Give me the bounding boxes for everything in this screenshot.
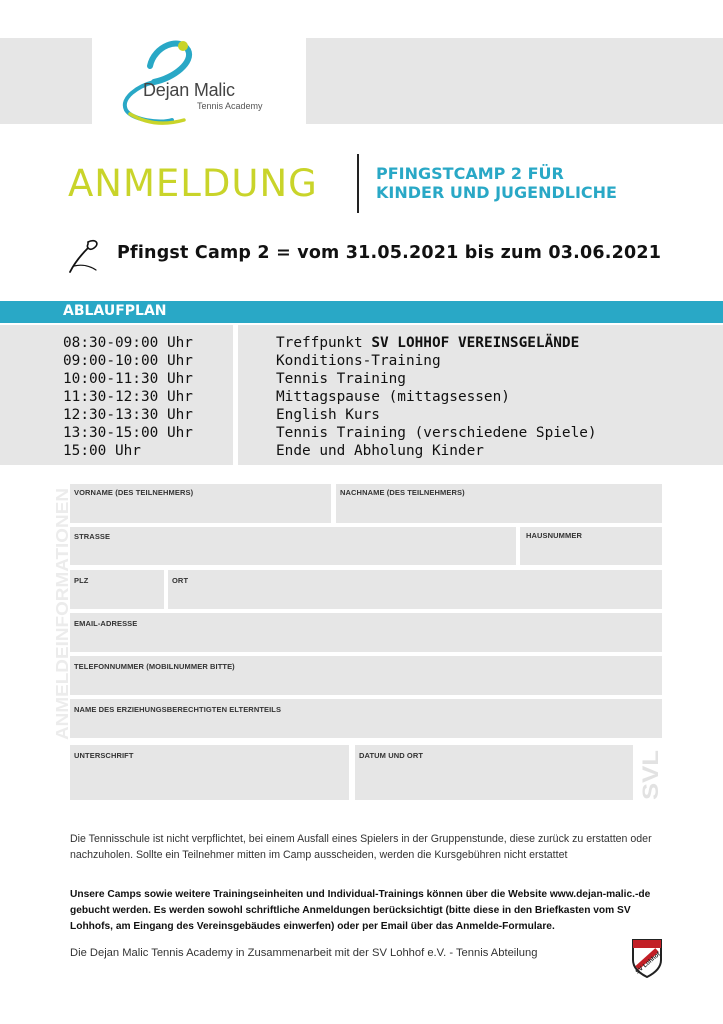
strasse-label: STRASSE bbox=[74, 532, 111, 541]
activity-venue: SV LOHHOF VEREINSGELÄNDE bbox=[371, 335, 580, 351]
ort-label: ORT bbox=[172, 576, 189, 585]
badge-text: SV Lohhof bbox=[634, 951, 662, 976]
datum-ort-field[interactable] bbox=[355, 745, 633, 800]
disclaimer-text: Die Tennisschule ist nicht verpflichtet, bei einem Ausfall eines Spielers in der Gruppenstunde, diese zurück zu erstatten oder nachzuholen. Sollte ein Teilnehmer mitten im Camp ausscheiden, werden die Kursgebühren nicht erstattet bbox=[70, 833, 652, 861]
sv-lohhof-badge-icon bbox=[631, 938, 663, 978]
elternteil-field[interactable] bbox=[70, 699, 662, 738]
schedule-activity: English Kurs bbox=[276, 407, 380, 423]
page-subtitle bbox=[376, 164, 617, 202]
unterschrift-field[interactable] bbox=[70, 745, 349, 800]
form-side-label-text: ANMELDEINFORMATIONEN bbox=[52, 507, 72, 740]
svl-watermark-text: SVL bbox=[638, 757, 663, 800]
subtitle-line-2: KINDER UND JUGENDLICHE bbox=[376, 183, 617, 202]
page-title: ANMELDUNG bbox=[68, 162, 318, 205]
title-divider bbox=[357, 154, 359, 213]
schedule-heading: ABLAUFPLAN bbox=[63, 303, 167, 319]
hausnummer-label: HAUSNUMMER bbox=[526, 531, 582, 540]
email-field[interactable] bbox=[70, 613, 662, 652]
plz-field[interactable] bbox=[70, 570, 164, 609]
logo-subtitle: Tennis Academy bbox=[197, 101, 263, 111]
hausnummer-field[interactable] bbox=[520, 527, 662, 565]
racket-quill-icon bbox=[68, 236, 102, 274]
vorname-label: VORNAME (DES TEILNEHMERS) bbox=[74, 488, 194, 497]
header-band-right bbox=[306, 38, 723, 124]
nachname-label: NACHNAME (DES TEILNEHMERS) bbox=[340, 488, 465, 497]
schedule-activity: Mittagspause (mittagsessen) bbox=[276, 389, 510, 405]
camp-date-line: Pfingst Camp 2 = vom 31.05.2021 bis zum 03.06.2021 bbox=[117, 243, 662, 263]
schedule-time: 12:30-13:30 Uhr bbox=[63, 407, 193, 423]
schedule-column-separator bbox=[233, 325, 238, 465]
telefon-field[interactable] bbox=[70, 656, 662, 695]
subtitle-line-1: PFINGSTCAMP 2 FÜR bbox=[376, 164, 564, 183]
schedule-activity bbox=[276, 334, 597, 352]
datum-ort-label: DATUM UND ORT bbox=[359, 751, 424, 760]
schedule-time: 11:30-12:30 Uhr bbox=[63, 389, 193, 405]
activity-prefix: Treffpunkt bbox=[276, 335, 372, 351]
schedule-time: 08:30-09:00 Uhr bbox=[63, 335, 193, 351]
booking-info-text: Unsere Camps sowie weitere Trainingseinheiten und Individual-Trainings können über die Website www.dejan-malic.-de gebucht werden. Es werden sowohl schriftliche Anmeldungen berücksichtigt (bitte diese in den Briefkasten vom SV Lohhofs, am Eingang des Vereinsgebäudes einwerfen) oder per Email über das Anmelde-Formulare. bbox=[70, 889, 651, 932]
telefon-label: TELEFONNUMMER (MOBILNUMMER BITTE) bbox=[74, 662, 235, 671]
cooperation-text: Die Dejan Malic Tennis Academy in Zusammenarbeit mit der SV Lohhof e.V. - Tennis Abteilung bbox=[70, 947, 538, 959]
schedule-activity: Konditions-Training bbox=[276, 353, 441, 369]
unterschrift-label: UNTERSCHRIFT bbox=[74, 751, 134, 760]
logo-name: Dejan Malic bbox=[143, 80, 235, 100]
elternteil-label: NAME DES ERZIEHUNGSBERECHTIGTEN ELTERNTEILS bbox=[74, 705, 282, 714]
nachname-field[interactable] bbox=[336, 484, 662, 523]
schedule-time: 15:00 Uhr bbox=[63, 443, 141, 459]
schedule-times bbox=[63, 334, 193, 460]
plz-label: PLZ bbox=[74, 576, 89, 585]
schedule-activity: Tennis Training (verschiedene Spiele) bbox=[276, 425, 597, 441]
schedule-time: 10:00-11:30 Uhr bbox=[63, 371, 193, 387]
schedule-activity: Ende und Abholung Kinder bbox=[276, 443, 484, 459]
schedule-time: 13:30-15:00 Uhr bbox=[63, 425, 193, 441]
header-band-left bbox=[0, 38, 92, 124]
ort-field[interactable] bbox=[168, 570, 662, 609]
vorname-field[interactable] bbox=[70, 484, 331, 523]
schedule-activities bbox=[276, 334, 597, 460]
email-label: EMAIL-ADRESSE bbox=[74, 619, 138, 628]
schedule-time: 09:00-10:00 Uhr bbox=[63, 353, 193, 369]
schedule-activity: Tennis Training bbox=[276, 371, 406, 387]
strasse-field[interactable] bbox=[70, 527, 516, 565]
svl-watermark bbox=[634, 746, 664, 802]
